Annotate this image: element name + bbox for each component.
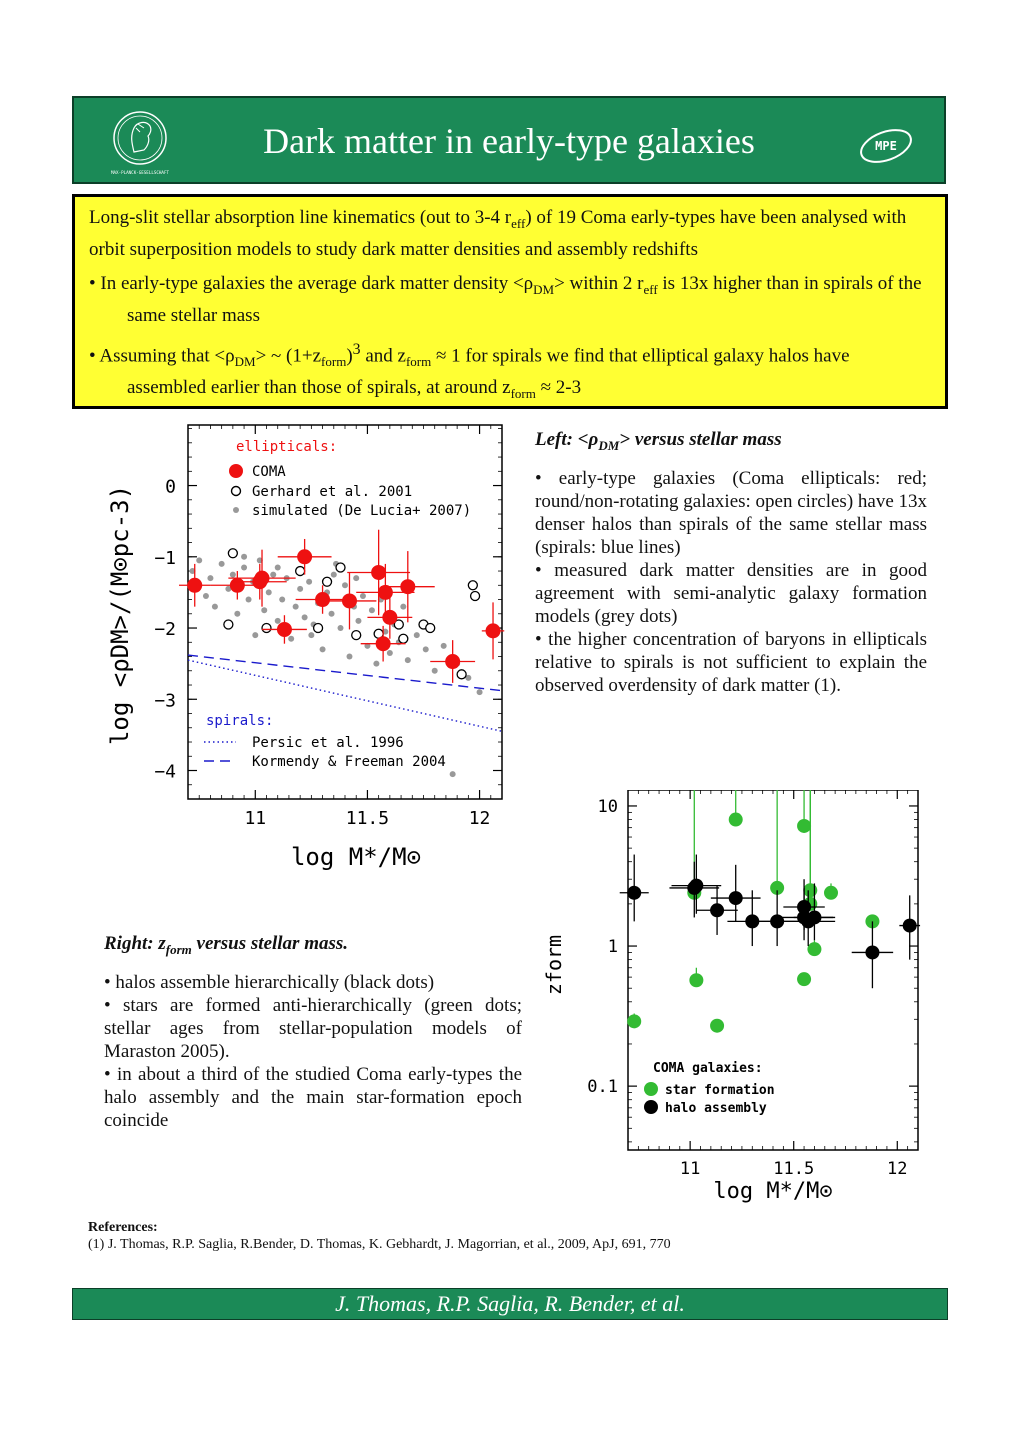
abstract-intro: Long-slit stellar absorption line kinematics (out to 3-4 $r_{eff}$) of 19 Coma early-types have been analysed with orbit superposition models to study dark matter densities and assembly redshifts bbox=[89, 207, 907, 260]
max-planck-logo-text: MAX-PLANCK-GESELLSCHAFT bbox=[111, 170, 169, 175]
gerhard-point bbox=[262, 624, 271, 633]
gerhard-point bbox=[314, 624, 323, 633]
simulated-point bbox=[405, 657, 411, 663]
caption-right-item: • halos assemble hierarchically (black dots) bbox=[104, 971, 435, 993]
y-axis-label: log <ρDM>/(M⊙pc-3) bbox=[106, 484, 134, 746]
coma-point bbox=[382, 610, 397, 625]
halo-assembly-point bbox=[627, 886, 641, 900]
gerhard-point bbox=[224, 620, 233, 629]
halo-assembly-point bbox=[865, 945, 879, 959]
legend-halo-assembly-marker bbox=[644, 1100, 658, 1114]
y-tick-label: −3 bbox=[154, 690, 176, 712]
legend-persic-label: Persic et al. 1996 bbox=[252, 735, 404, 751]
simulated-point bbox=[219, 561, 225, 567]
coma-point bbox=[445, 654, 460, 669]
zform-vs-mass-chart bbox=[535, 790, 935, 1210]
coma-point bbox=[486, 623, 501, 638]
mpe-logo bbox=[856, 122, 916, 166]
simulated-point bbox=[346, 654, 352, 660]
legend-gerhard-label: Gerhard et al. 2001 bbox=[252, 484, 413, 500]
halo-assembly-point bbox=[797, 900, 811, 914]
simulated-point bbox=[400, 604, 406, 610]
simulated-point bbox=[196, 557, 202, 563]
simulated-point bbox=[288, 636, 294, 642]
header-banner bbox=[72, 96, 946, 184]
legend-simulated-label: simulated (De Lucia+ 2007) bbox=[252, 503, 472, 519]
star-formation-point bbox=[824, 886, 838, 900]
star-formation-point bbox=[627, 1014, 641, 1028]
y-tick-label: 10 bbox=[597, 796, 618, 817]
halo-assembly-point bbox=[689, 879, 703, 893]
caption-right-item: • in about a third of the studied Coma early-types the halo assembly and the main star-formation epoch coincide bbox=[104, 1063, 522, 1131]
legend-simulated-marker bbox=[233, 507, 239, 513]
gerhard-point bbox=[228, 549, 237, 558]
simulated-point bbox=[353, 575, 359, 581]
simulated-point bbox=[373, 661, 379, 667]
simulated-point bbox=[342, 582, 348, 588]
x-tick-label: 12 bbox=[468, 808, 491, 829]
simulated-point bbox=[207, 575, 213, 581]
simulated-point bbox=[423, 646, 429, 652]
star-formation-point bbox=[797, 819, 811, 833]
page-title: Dark matter in early-type galaxies bbox=[263, 121, 755, 161]
simulated-point bbox=[308, 632, 314, 638]
x-tick-label: 11.5 bbox=[345, 808, 390, 829]
simulated-point bbox=[266, 589, 272, 595]
simulated-point bbox=[275, 618, 281, 624]
caption-left-item: • the higher concentration of baryons in ellipticals relative to spirals is not sufficient to explain the observed overdensity of dark matter (1). bbox=[535, 628, 927, 696]
simulated-point bbox=[293, 604, 299, 610]
y-tick-label: 0.1 bbox=[587, 1077, 618, 1098]
x-tick-label: 11 bbox=[244, 808, 267, 829]
halo-assembly-point bbox=[903, 919, 917, 933]
coma-point bbox=[230, 578, 245, 593]
simulated-point bbox=[261, 607, 267, 613]
legend-coma-label: COMA bbox=[252, 464, 286, 480]
coma-point bbox=[187, 578, 202, 593]
legend-star-formation-label: star formation bbox=[665, 1083, 775, 1098]
legend-gerhard-marker bbox=[232, 487, 241, 496]
caption-right bbox=[104, 932, 522, 1132]
simulated-point bbox=[230, 572, 236, 578]
abstract-box bbox=[72, 194, 948, 409]
simulated-point bbox=[338, 625, 344, 631]
simulated-point bbox=[306, 579, 312, 585]
references bbox=[88, 1219, 948, 1253]
simulated-point bbox=[270, 572, 276, 578]
simulated-point bbox=[252, 632, 258, 638]
coma-point bbox=[342, 593, 357, 608]
star-formation-point bbox=[710, 1019, 724, 1033]
simulated-point bbox=[414, 632, 420, 638]
coma-point bbox=[376, 636, 391, 651]
caption-left-item: • early-type galaxies (Coma ellipticals: red; round/non-rotating galaxies: open circles) have 13x denser halos than spirals of the same stellar mass (spirals: blue lines) bbox=[535, 467, 928, 558]
x-axis-label: log M*/M⊙ bbox=[713, 1179, 833, 1204]
simulated-point bbox=[450, 771, 456, 777]
star-formation-point bbox=[729, 813, 743, 827]
legend-star-formation-marker bbox=[644, 1082, 658, 1096]
legend-halo-assembly-label: halo assembly bbox=[665, 1101, 767, 1116]
y-tick-label: 1 bbox=[607, 937, 618, 958]
halo-assembly-point bbox=[729, 891, 743, 905]
simulated-point bbox=[246, 597, 252, 603]
legend-spirals-title: spirals: bbox=[206, 713, 274, 729]
abstract-bullet-density: • In early-type galaxies the average dark matter density $<\rho_{DM}>$ within 2 $r_{eff}$ is 13x higher than in spirals of the same stellar mass bbox=[89, 272, 922, 326]
caption-left-title: Left: $<\rho_{DM}>$ versus stellar mass bbox=[535, 429, 782, 453]
density-vs-mass-chart bbox=[90, 415, 510, 880]
x-tick-label: 12 bbox=[887, 1159, 908, 1179]
simulated-point bbox=[234, 611, 240, 617]
coma-point bbox=[277, 622, 292, 637]
legend-kormendy-label: Kormendy & Freeman 2004 bbox=[252, 754, 446, 770]
coma-point bbox=[400, 579, 415, 594]
caption-left-item: • measured dark matter densities are in good agreement with semi-analytic galaxy formation models (grey dots) bbox=[535, 559, 927, 627]
simulated-point bbox=[331, 572, 337, 578]
mpe-logo-text: MPE bbox=[875, 139, 897, 153]
star-formation-point bbox=[797, 972, 811, 986]
gerhard-point bbox=[471, 591, 480, 600]
gerhard-point bbox=[457, 670, 466, 679]
simulated-point bbox=[302, 614, 308, 620]
simulated-point bbox=[441, 643, 447, 649]
simulated-point bbox=[241, 564, 247, 570]
simulated-point bbox=[275, 564, 281, 570]
simulated-point bbox=[360, 593, 366, 599]
caption-left bbox=[535, 428, 927, 697]
star-formation-point bbox=[807, 942, 821, 956]
coma-point bbox=[297, 549, 312, 564]
coma-point bbox=[255, 571, 270, 586]
abstract-bullet-assembly: • Assuming that $<\rho_{DM}>$ ~ $(1+z_{form})^3$ and $z_{form} \approx 1$ for spirals we find that elliptical galaxy halos have assembled earlier than those of spirals, at around $z_{form} \approx 2-3$ bbox=[89, 340, 850, 401]
legend-ellipticals-title: ellipticals: bbox=[236, 439, 338, 455]
x-tick-label: 11.5 bbox=[773, 1159, 815, 1179]
reference-item: (1) J. Thomas, R.P. Saglia, R.Bender, D. Thomas, K. Gebhardt, J. Magorrian, et al., 2009, ApJ, 691, 770 bbox=[88, 1237, 671, 1252]
y-tick-label: −4 bbox=[154, 761, 176, 783]
x-axis-label: log M*/M⊙ bbox=[290, 843, 422, 871]
y-tick-label: 0 bbox=[165, 476, 176, 498]
caption-right-title: Right: $z_{form}$ versus stellar mass. bbox=[104, 933, 349, 957]
y-tick-label: −2 bbox=[154, 619, 176, 641]
legend-coma-marker bbox=[229, 464, 243, 478]
simulated-point bbox=[241, 554, 247, 560]
coma-point bbox=[371, 565, 386, 580]
simulated-point bbox=[203, 593, 209, 599]
gerhard-point bbox=[323, 577, 332, 586]
x-tick-label: 11 bbox=[679, 1159, 701, 1179]
gerhard-point bbox=[336, 563, 345, 572]
simulated-point bbox=[369, 607, 375, 613]
halo-assembly-point bbox=[807, 910, 821, 924]
gerhard-point bbox=[468, 581, 477, 590]
halo-assembly-point bbox=[710, 903, 724, 917]
gerhard-point bbox=[352, 631, 361, 640]
gerhard-point bbox=[399, 634, 408, 643]
simulated-point bbox=[329, 611, 335, 617]
simulated-point bbox=[320, 646, 326, 652]
simulated-point bbox=[279, 597, 285, 603]
simulated-point bbox=[355, 618, 361, 624]
caption-right-item: • stars are formed anti-hierarchically (green dots; stellar ages from stellar-population models of Maraston 2005). bbox=[104, 994, 522, 1062]
footer-authors: J. Thomas, R.P. Saglia, R. Bender, et al. bbox=[72, 1288, 948, 1320]
star-formation-point bbox=[689, 973, 703, 987]
references-title: References: bbox=[88, 1220, 158, 1235]
legend-title: COMA galaxies: bbox=[653, 1061, 763, 1076]
y-tick-label: −1 bbox=[154, 547, 176, 569]
simulated-point bbox=[387, 650, 393, 656]
simulated-point bbox=[477, 689, 483, 695]
simulated-point bbox=[297, 586, 303, 592]
gerhard-point bbox=[296, 567, 305, 576]
coma-point bbox=[315, 592, 330, 607]
y-axis-label: zform bbox=[542, 934, 566, 996]
simulated-point bbox=[432, 668, 438, 674]
gerhard-point bbox=[426, 624, 435, 633]
simulated-point bbox=[212, 604, 218, 610]
